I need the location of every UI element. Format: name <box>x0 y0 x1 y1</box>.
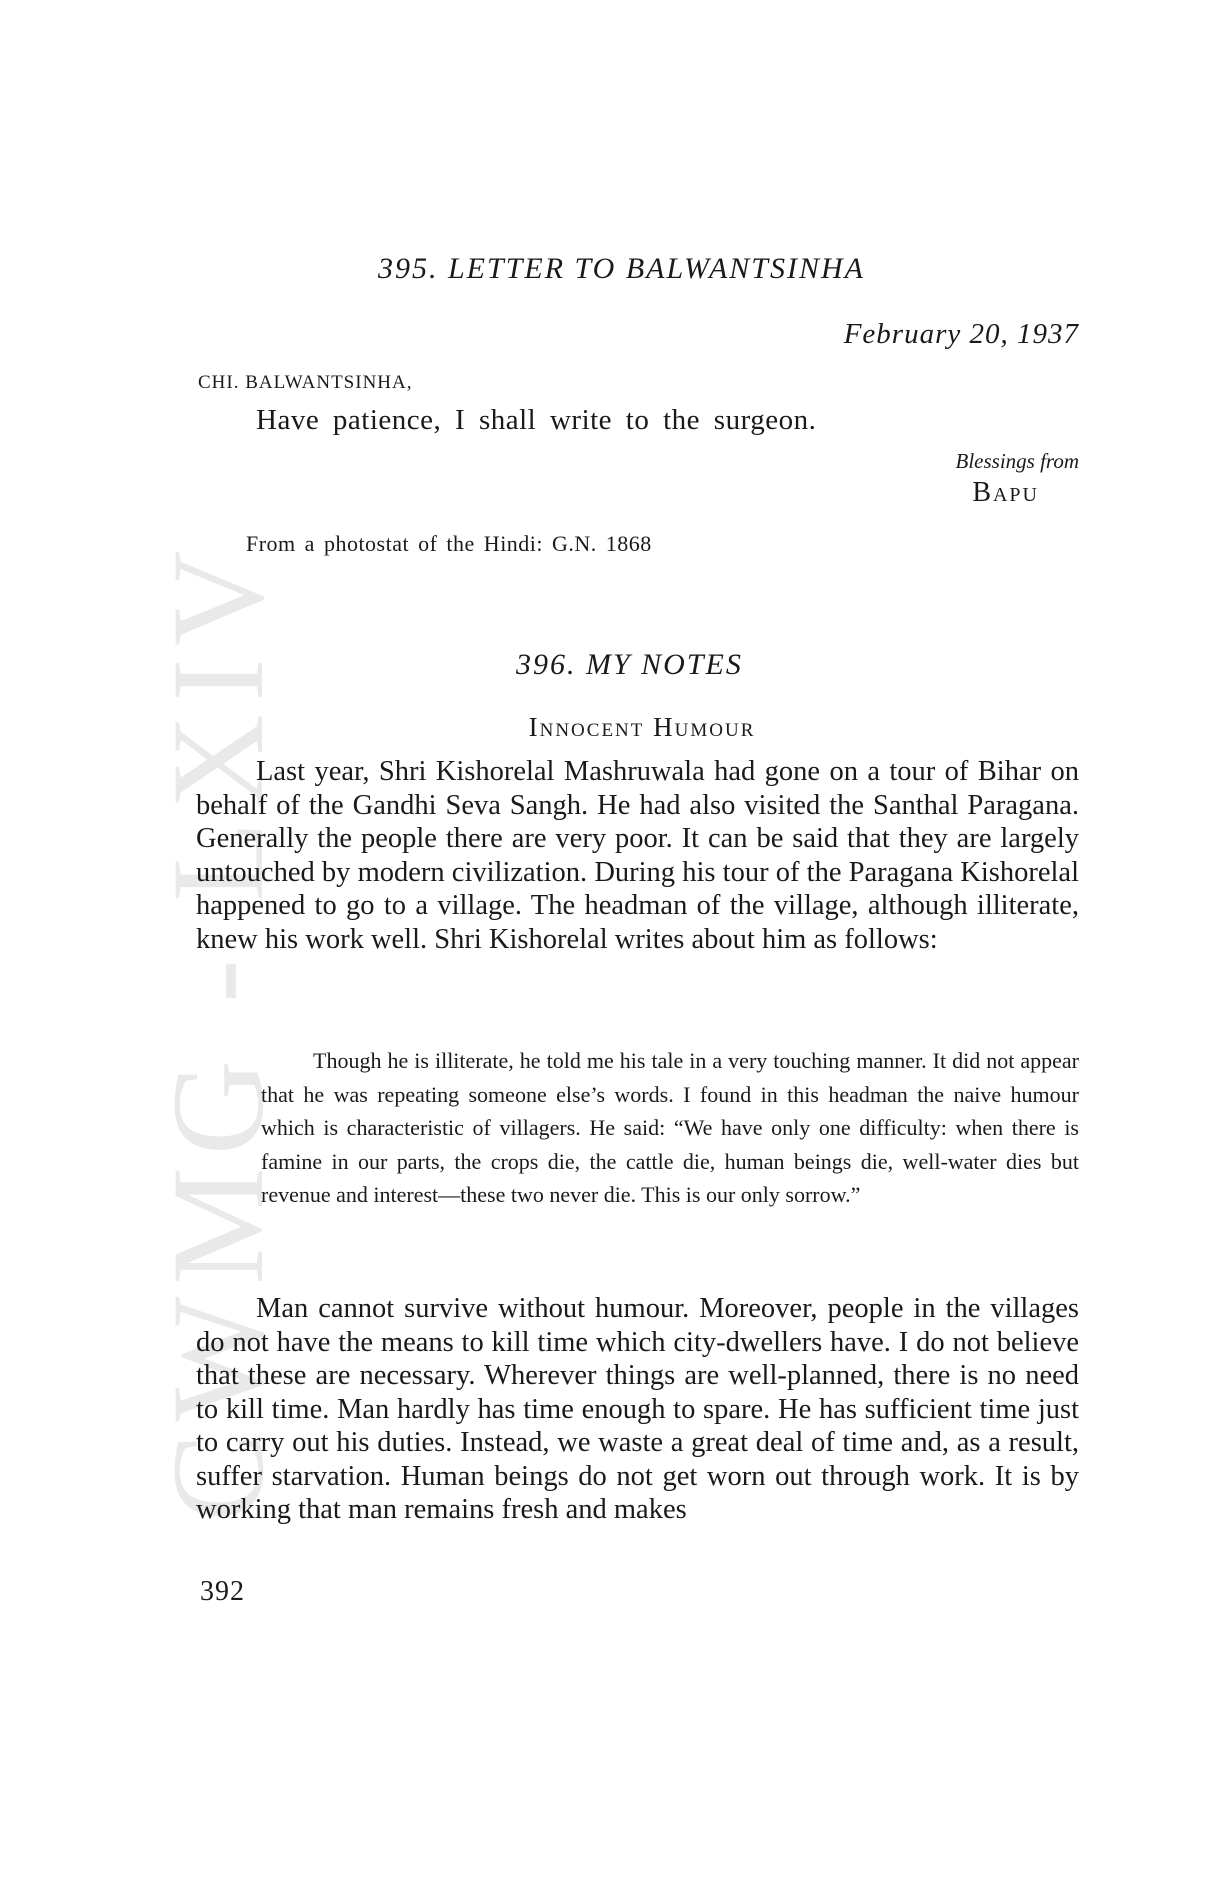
letter-date: February 20, 1937 <box>843 318 1079 350</box>
letter-closing <box>956 446 1079 510</box>
letter-body: Have patience, I shall write to the surgeon. <box>256 404 817 436</box>
letter-signature: Bapu <box>972 477 1039 508</box>
notes-heading: 396. MY NOTES <box>516 648 743 681</box>
letter-heading: 395. LETTER TO BALWANTSINHA <box>378 252 865 285</box>
notes-paragraph-1 <box>196 755 1079 956</box>
source-note: From a photostat of the Hindi: G.N. 1868 <box>246 531 652 556</box>
notes-paragraph-2 <box>196 1292 1079 1527</box>
notes-paragraph-1-text: Last year, Shri Kishorelal Mashruwala had gone on a tour of Bihar on behalf of the Gandhi Seva Sangh. He had also visited the Santhal Paragana. Generally the people there are very poor. It can be said that they are largely untouched by modern civilization. During his tour of the Paragana Kishorelal happened to go to a village. The headman of the village, although illiterate, knew his work well. Shri Kishorelal writes about him as follows: <box>196 756 1079 955</box>
block-quote-text: Though he is illiterate, he told me his tale in a very touching manner. It did not appear that he was repeating someone else’s words. I found in this headman the naive humour which is characteristic of villagers. He said: “We have only one difficulty: when there is famine in our parts, the crops die, the cattle die, human beings die, well-water dies but revenue and interest—these two never die. This is our only sorrow.” <box>261 1048 1079 1207</box>
letter-closing-text: Blessings from <box>955 449 1079 473</box>
notes-paragraph-2-text: Man cannot survive without humour. Moreover, people in the villages do not have the means to kill time which city-dwellers have. I do not believe that these are necessary. Wherever things are well-planned, there is no need to kill time. Man hardly has time enough to spare. He has sufficient time just to carry out his duties. Instead, we waste a great deal of time and, as a result, suffer starvation. Human beings do not get worn out through work. It is by working that man remains fresh and makes <box>196 1293 1079 1525</box>
letter-salutation: CHI. BALWANTSINHA, <box>198 372 413 393</box>
notes-subheading: Innocent Humour <box>528 712 756 742</box>
cwmg-watermark: CWMG - LXIV <box>144 538 291 1522</box>
page-number: 392 <box>200 1576 245 1607</box>
block-quote <box>261 1044 1079 1212</box>
